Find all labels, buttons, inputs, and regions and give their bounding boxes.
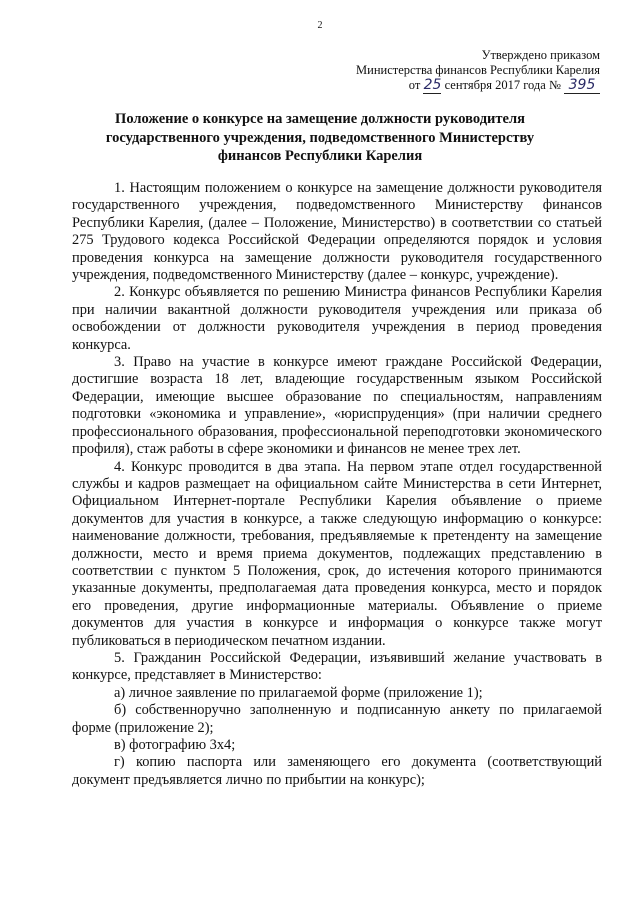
title-line-3: финансов Республики Карелия — [217, 148, 423, 164]
approval-line-2: Министерства финансов Республики Карелия — [356, 63, 600, 77]
title-line-1: Положение о конкурсе на замещение должности руководителя — [115, 111, 525, 127]
list-item-v: в) фотографию 3х4; — [114, 737, 236, 753]
paragraph-3: 3. Право на участие в конкурсе имеют граждане Российской Федерации, достигшие возраста 18 лет, владеющие государственным языком Российской Федерации, имеющие высшее образование по специальностям, направлениям подготовки «экономика и управление», «юриспруденция» (при наличии среднего профессионального образования, профессиональной переподготовки экономического профиля), стаж работы в сфере экономики и финансов не менее трех лет. — [72, 354, 602, 458]
date-rest: сентября 2017 года № — [444, 78, 561, 92]
paragraph-4: 4. Конкурс проводится в два этапа. На первом этапе отдел государственной службы и кадров размещает на официальном сайте Министерства в сети Интернет, Официальном Интернет-портале Республики Карелия объявление о приеме документов для участия в конкурсе, а также следующую информацию о конкурсе: наименование должности, требования, предъявляемые к претенденту на замещение должности, место и время приема документов, подлежащих представлению в соответствии с пунктом 5 Положения, срок, до истечения которого принимаются указанные документы, предполагаемая дата проведения конкурса, место и порядок его проведения, другие информационные материалы. Объявление о приеме документов для участия в конкурсе и информация о конкурсе также могут публиковаться в периодическом печатном издании. — [72, 458, 602, 649]
title-line-2: государственного учреждения, подведомственного Министерству — [105, 129, 535, 146]
page-number: 2 — [317, 20, 323, 31]
list-item-a: а) личное заявление по прилагаемой форме (приложение 1); — [114, 684, 483, 701]
approval-line-3 — [409, 78, 600, 94]
list-item-g: г) копию паспорта или заменяющего его документа (соответствующий документ предъявляется лично по прибытии на конкурс); — [72, 754, 602, 788]
paragraph-2: 2. Конкурс объявляется по решению Министра финансов Республики Карелия при наличии вакантной должности руководителя учреждения или приказа об освобождении от должности руководителя учреждения в период проведения конкурса. — [72, 284, 602, 353]
paragraph-1: 1. Настоящим положением о конкурсе на замещение должности руководителя государственного учреждения, подведомственного Министерству финансов Республики Карелия, (далее – Положение, Министерство) в соответствии со статьей 275 Трудового кодекса Российской Федерации определяются порядок и условия проведения конкурса на замещение должности руководителя государственного учреждения, подведомственного Министерству (далее – конкурс, учреждение). — [72, 180, 602, 284]
handwritten-day: 25 — [423, 77, 442, 93]
approval-stamp — [356, 48, 600, 94]
handwritten-order-number: 395 — [564, 78, 600, 94]
document-title — [100, 110, 540, 166]
date-prefix: от — [408, 78, 421, 92]
approval-line-1: Утверждено приказом — [481, 48, 600, 62]
document-body — [72, 180, 602, 789]
list-item-b: б) собственноручно заполненную и подписанную анкету по прилагаемой форме (приложение 2); — [72, 702, 602, 736]
paragraph-5: 5. Гражданин Российской Федерации, изъявивший желание участвовать в конкурсе, представляет в Министерство: — [72, 649, 602, 684]
